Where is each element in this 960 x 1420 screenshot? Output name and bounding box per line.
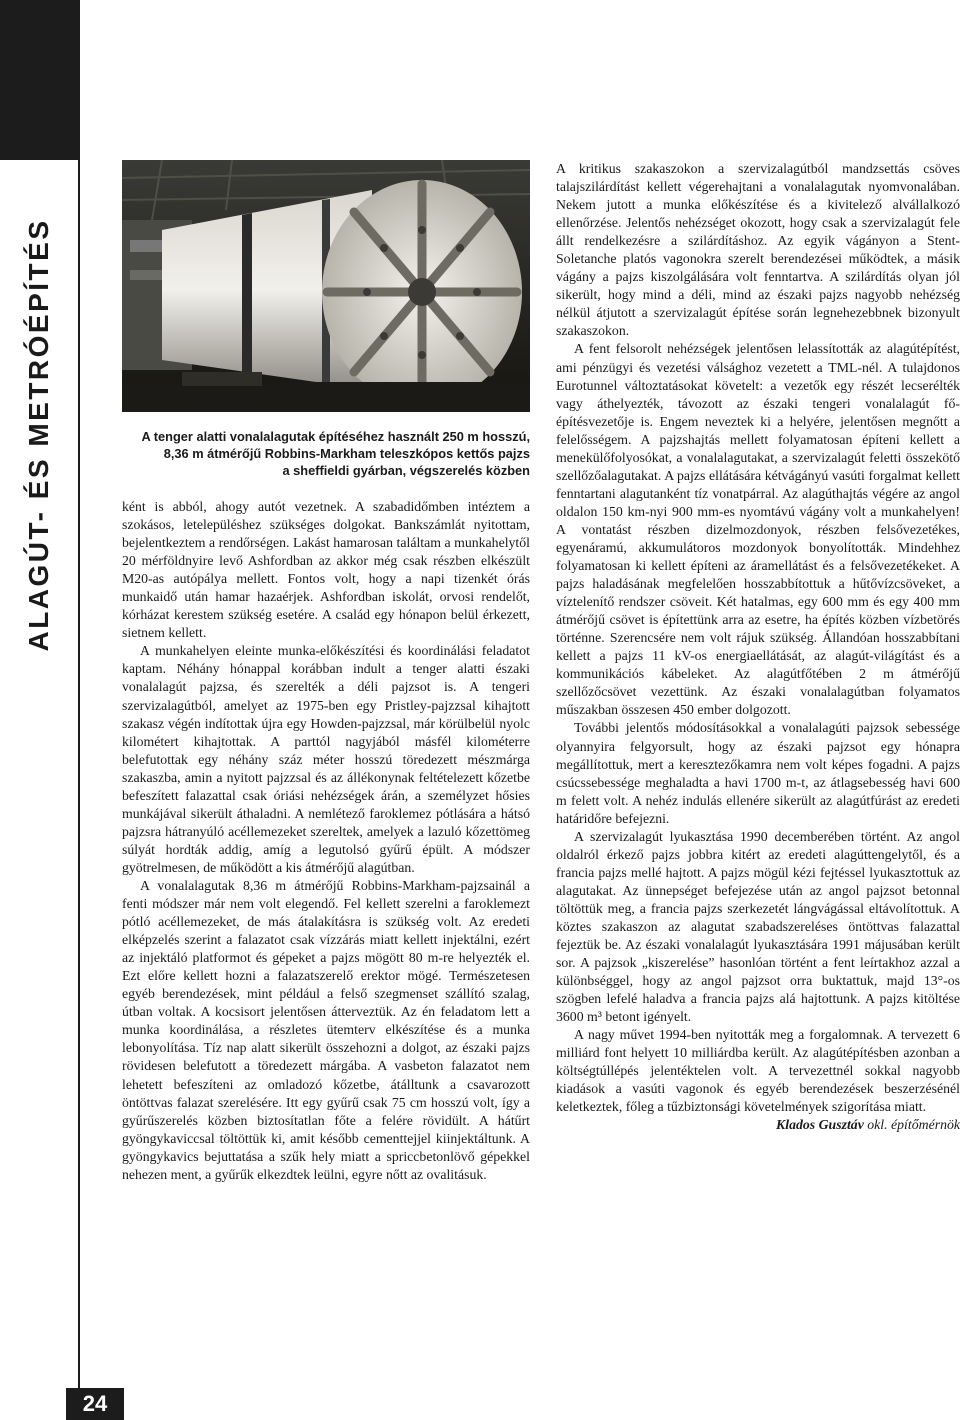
article-paragraph: A szervizalagút lyukasztása 1990 decemberében történt. Az angol oldalról érkező pajzs jobbra kitért az eredeti alagúttengelytől, és a francia pajzs mellé hajtott. A pajzs mögül kézi fejtéssel lyukasztottuk az alagutakat. Az ünnepséget befejezése után az angol pajzsot betonnal töltöttük meg, a francia pajzs szerkezetét lángvágással eltávolítottuk. A köztes szakaszon az alagutat szabadszereléses öntöttvas falazattal fejeztük be. Az északi vonalalagút lyukasztására 1991 májusában került sor. A pajzsok „kiszerelése” hasonlóan történt a fent leírtakhoz azzal a különbséggel, hogy az angol pajzsot orra buktattuk, majd 13°-os szögben lefelé haladva a francia pajzs alá hajtottunk. A pajzs kitöltése 3600 m³ betont igényelt. <box>556 828 960 1025</box>
page-number: 24 <box>66 1388 124 1420</box>
article-column-left <box>122 498 530 1184</box>
margin-rule <box>78 0 80 1420</box>
header-bar <box>0 0 78 160</box>
tunnel-boring-machine-photo <box>122 160 530 412</box>
article-paragraph: További jelentős módosításokkal a vonalalagúti pajzsok sebessége olyannyira felgyorsult, hogy az északi pajzsot egy hónapra megállítottuk, mert a keresztezőkamra nem volt képes fogadni. A pajzs csúcssebessége meghaladta a havi 1700 m-t, az átlagsebesség havi 600 m felett volt. A nehéz indulás ellenére sikerült az alagútfúrást az eredeti határidőre befejezni. <box>556 720 960 826</box>
article-paragraph: A fent felsorolt nehézségek jelentősen lelassították az alagútépítést, ami pénzügyi és vezetési válsághoz vezetett a TML-nél. A tulajdonos Eurotunnel változtatásokat követelt: a vezetők egy részét lecserélték vagy áthelyezték, távozott az északi tengeri vonalalagút fő-építésvezetője is. Engem neveztek ki a helyére, jelentősen megnőtt a felelősségem. A pajzshajtás mellett folyamatosan építeni kellett a menekülőfolyosókat, a vonalalagutakat, a szervizalagút feletti összekötő szellőzőalagutakat. A pajzs ellátására kétvágányú vasúti forgalmat kellett fenntartani alagutanként tíz vonatpárral. Az alagúthajtás végére az angol oldalon 150 km-nyi 900 mm-es nyomtávú vágány volt a munkahelyen! A vontatást részben dizelmozdonyok, részben felsővezetékes, egyenáramú, akkumulátoros mozdonyok bonyolították. Mindehhez folyamatosan ki kellett építeni az áramellátást és a felsővezetékeket. A pajzs haladásának megfelelően hosszabbítottuk a hűtővízcsöveket, a víztelenítő rendszer csöveit. Két hatalmas, egy 600 mm és egy 400 mm átmérőjű csövet is építettünk arra az esetre, ha építés közben vízbetörés történne. Szerencsére nem volt rájuk szükség. Állandóan hosszabbítani kellett a pajzs 11 kV-os energiaellátását, az alagút-világítást és a kommunikációs kábeleket. Az alagútfőtében 2 m átmérőjű szellőzőcsövet vezettünk. Az északi vonalalagútban folyamatos műszakban összesen 450 ember dolgozott. <box>556 341 960 718</box>
section-title-band <box>0 165 78 705</box>
article-paragraph: ként is abból, ahogy autót vezetnek. A szabadidőmben intéztem a szokásos, letelepüléshez szükséges dolgokat. Bankszámlát nyitottam, bejelentkeztem a rendőrségen. Lakást hamarosan találtam a munkahelytől 20 mérföldnyire levő Ashfordban az akkor még csak részben elkészült M20-as autópálya mellett. Fontos volt, hogy a napi tizenkét órás munkaidő után hamar hazaérjek. Ashfordban iskolát, orvosi rendelőt, kórházat kerestem szükség esetére. A család egy hónapon belül érkezett, sietnem kellett. <box>122 499 530 641</box>
caption-line: A tenger alatti vonalalagutak építéséhez használt 250 m hosszú, <box>141 429 530 444</box>
author-title: okl. építőmérnök <box>867 1117 960 1133</box>
author-name: Klados Gusztáv <box>776 1117 864 1133</box>
article-paragraph: A vonalalagutak 8,36 m átmérőjű Robbins-Markham-pajzsainál a fenti módszer már nem volt elegendő. Fel kellett szerelni a faroklemezt pótló acéllemezeket, de más átalakításra is szükség volt. Az eredeti elképzelés szerint a falazatot csak vízzárás miatt kellett injektálni, ezért az injektáló platformot és gépeket a pajzs mögött 80 m-re helyezték el. Ezt előre kellett hozni a falazatszerelő erektor mögé. Természetesen egyéb berendezések, mint például a felső szegmenset szállító szalag, útban voltak. A kocsisort jelentősen átterveztük. Az én feladatom lett a munka koordinálása, a részletes ütemterv elkészítése és a munka lebonyolítása. Tíz nap alatt sikerült összehozni a dolgot, az északi pajzs rövidesen belefutott a töredezett márgába. A vasbeton falazatot nem lehetett befeszíteni az omladozó kőzetbe, átálltunk a csavarozott öntöttvas falazat szerelésére. Itt egy gyűrű csak 75 cm hosszú volt, így a gyűrűszerelés közben biztosítatlan főte a felére rövidült. A hátűrt gyöngykaviccsal töltöttük ki, amit később cementtejjel kiinjektáltunk. A gyöngykavics bejuttatása a szűk hely miatt a spriccbetonlövő gépekkel nehezen ment, a gyűrűk elkezdtek leülni, egyre nőtt az ovalitásuk. <box>122 877 530 1182</box>
figure-caption <box>122 428 530 479</box>
article-paragraph: A munkahelyen eleinte munka-előkészítési és koordinálási feladatot kaptam. Néhány hónappal korábban indult a tenger alatti északi vonalalagút pajzsa, és szerelték a déli pajzsot is. A tengeri szervizalagútból, amelyet az 1975-ben egy Pristley-pajzzsal kihajtott szakasz végén indítottak újra egy Howden-pajzzsal, már körülbelül nyolc kilométert kihajtottak. A parttól nagyjából másfél kilométerre belefutottak egy néhány száz méter hosszú töredezett mészmárga szakaszba, amin a nyitott pajzzsal és az állékonynak feltételezett kőzetbe befeszített falazattal csak óriási nehézségek árán, a személyzet hősies munkájával sikerült áthaladni. A nemlétező faroklemez pótlására a hátsó pajzsra hátranyúló acéllemezeket szereltek, amelyek a lazuló kőzettömeg súlyát hordták addig, amíg a legutolsó gyűrű épült. A módszer gyötrelmesen, de működött a kis átmérőjű alagútban. <box>122 643 530 875</box>
caption-line: 8,36 m átmérőjű Robbins-Markham teleszkópos kettős pajzs <box>163 446 530 461</box>
author-signature <box>556 1116 960 1134</box>
caption-line: a sheffieldi gyárban, végszerelés közben <box>282 463 530 478</box>
article-paragraph: A kritikus szakaszokon a szervizalagútból mandzsettás csöves talajszilárdítást kellett végerehajtani a vonalalagutak nyomvonalában. Nekem jutott a munka előkészítése és a kivitelező alvállalkozó ellenőrzése. Jelentős nehézséget okozott, hogy csak a szervizalagút fele állt rendelkezésre a szilárdításhoz. Az egyik vágányon a Stent-Soletanche platós vagonokra szerelt berendezései működtek, a másik vágány a pajzs kiszolgálására volt fenntartva. A szilárdítás olyan jól sikerült, hogy mind a déli, mind az északi pajzs nagyobb nehézség nélkül átjutott a szervizalagút építése során legnehezebbnek bizonyult szakaszokon. <box>556 161 960 339</box>
section-title: ALAGÚT- ÉS METRÓÉPÍTÉS <box>23 218 54 652</box>
article-column-right <box>556 160 960 1135</box>
article-paragraph: A nagy művet 1994-ben nyitották meg a forgalomnak. A tervezett 6 milliárd font helyett 10 milliárdba került. Az alagútépítésben azonban a költségtúllépés jelentéktelen volt. A tervezettnél sokkal nagyobb kiadások a vasúti vagonok és egyéb berendezések beszerzésénél keletkeztek, főleg a tűzbiztonsági követelmények szigorítása miatt. <box>556 1027 960 1115</box>
